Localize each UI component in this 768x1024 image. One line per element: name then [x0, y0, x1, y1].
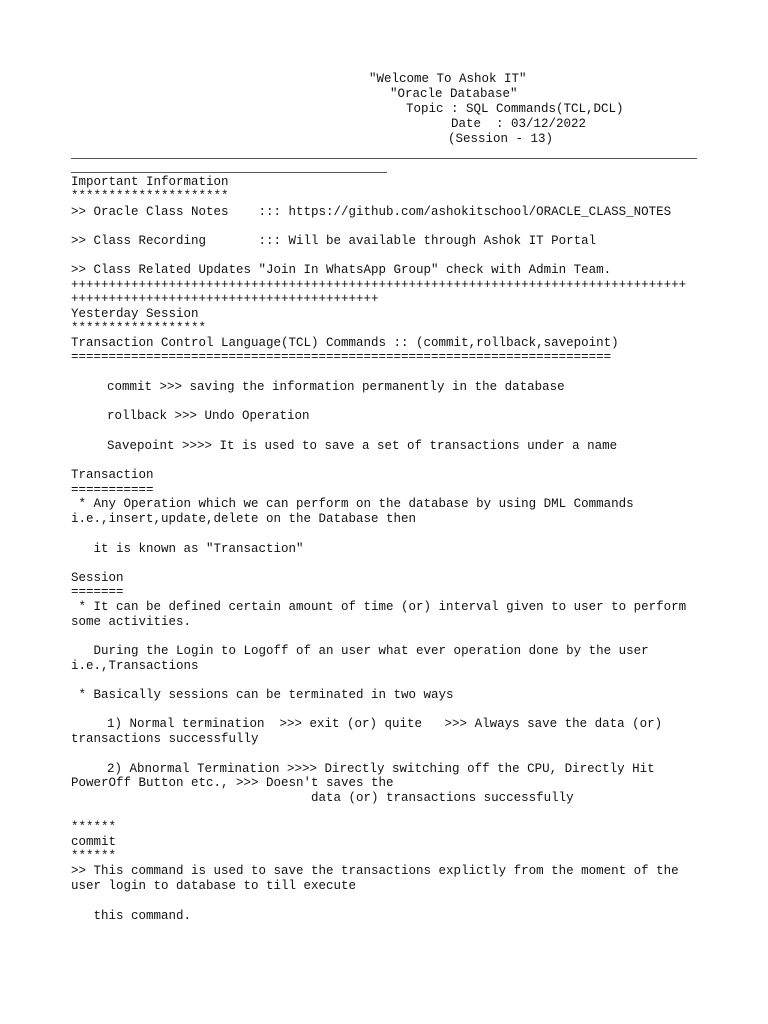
session-line-4: i.e.,Transactions	[71, 659, 199, 673]
abnormal-termination-line-2: PowerOff Button etc., >>> Doesn't saves the	[71, 776, 394, 790]
class-notes-line: >> Oracle Class Notes ::: https://github.com/ashokitschool/ORACLE_CLASS_NOTES	[71, 205, 672, 219]
commit-title: commit	[71, 835, 117, 849]
plus-separator-2: +++++++++++++++++++++++++++++++++++++++++	[71, 292, 379, 306]
commit-stars-bottom: ******	[71, 849, 117, 863]
abnormal-termination-line-3: data (or) transactions successfully	[71, 791, 574, 805]
tcl-underline: ========================================================================	[71, 350, 612, 364]
rollback-description: rollback >>> Undo Operation	[77, 409, 310, 423]
header-date: Date : 03/12/2022	[451, 117, 587, 131]
tcl-heading: Transaction Control Language(TCL) Commands :: (commit,rollback,savepoint)	[71, 336, 619, 350]
session-title: Session	[71, 571, 124, 585]
session-line-1: * It can be defined certain amount of time (or) interval given to user to perform	[71, 600, 687, 614]
header-topic: Topic : SQL Commands(TCL,DCL)	[406, 102, 624, 116]
class-recording-line: >> Class Recording ::: Will be available through Ashok IT Portal	[71, 234, 597, 248]
transaction-underline: ===========	[71, 483, 154, 497]
normal-termination-line-1: 1) Normal termination >>> exit (or) quite >>> Always save the data (or)	[77, 717, 663, 731]
commit-line-1: >> This command is used to save the transactions explictly from the moment of the	[71, 864, 679, 878]
abnormal-termination-line-1: 2) Abnormal Termination >>>> Directly switching off the CPU, Directly Hit	[77, 762, 655, 776]
session-line-3: During the Login to Logoff of an user what ever operation done by the user	[71, 644, 649, 658]
transaction-title: Transaction	[71, 468, 154, 482]
commit-line-2: user login to database to till execute	[71, 879, 357, 893]
transaction-line-1: * Any Operation which we can perform on the database by using DML Commands	[71, 497, 634, 511]
transaction-line-2: i.e.,insert,update,delete on the Database then	[71, 512, 417, 526]
normal-termination-line-2: transactions successfully	[71, 732, 259, 746]
transaction-line-3: it is known as "Transaction"	[71, 542, 304, 556]
yesterday-title: Yesterday Session	[71, 307, 199, 321]
commit-line-3: this command.	[71, 909, 192, 923]
important-title: Important Information	[71, 175, 229, 189]
commit-stars-top: ******	[71, 820, 117, 834]
divider-short	[71, 172, 387, 173]
session-line-2: some activities.	[71, 615, 192, 629]
header-course: "Oracle Database"	[390, 87, 518, 101]
header-welcome: "Welcome To Ashok IT"	[369, 72, 527, 86]
session-underline: =======	[71, 585, 124, 599]
header-session: (Session - 13)	[448, 132, 554, 146]
important-underline: *********************	[71, 189, 229, 203]
plus-separator-1: ++++++++++++++++++++++++++++++++++++++++++++++++++++++++++++++++++++++++++++++++++	[71, 278, 687, 292]
savepoint-description: Savepoint >>>> It is used to save a set of transactions under a name	[77, 439, 618, 453]
divider-long	[71, 158, 697, 159]
session-line-5: * Basically sessions can be terminated in two ways	[71, 688, 454, 702]
class-updates-line: >> Class Related Updates "Join In WhatsApp Group" check with Admin Team.	[71, 263, 612, 277]
commit-description: commit >>> saving the information permanently in the database	[77, 380, 565, 394]
yesterday-underline: ******************	[71, 321, 207, 335]
